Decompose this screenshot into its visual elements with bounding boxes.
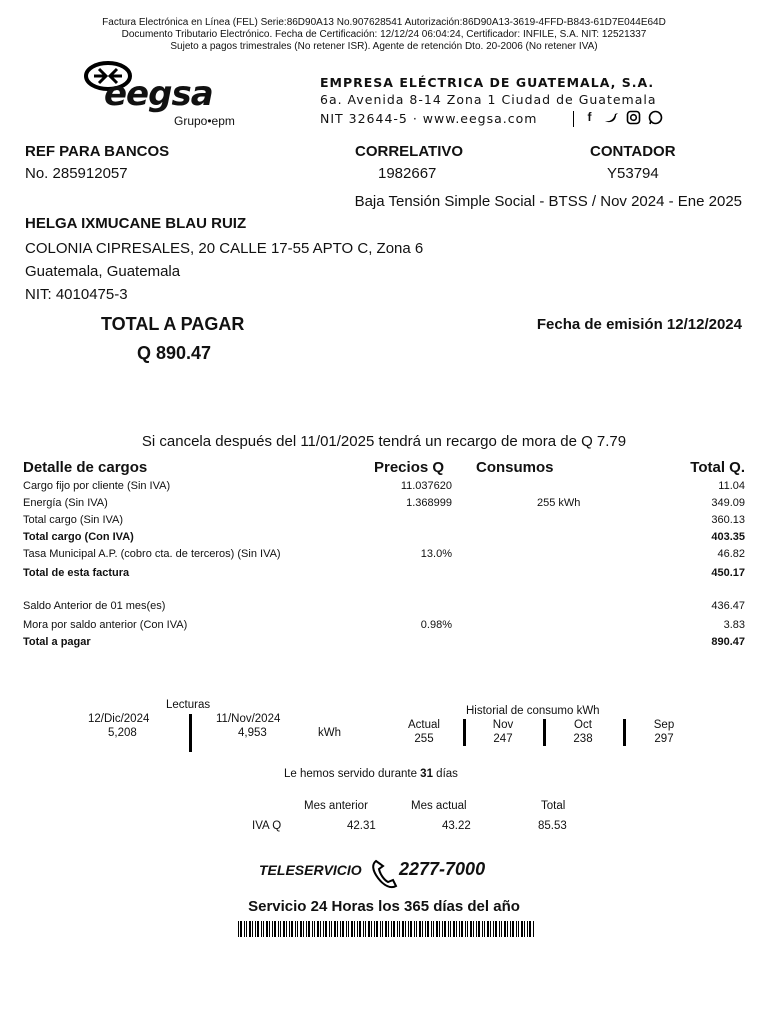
history-value: 247 — [493, 733, 513, 745]
charges-header-detail: Detalle de cargos — [23, 459, 148, 476]
phone-icon — [370, 858, 400, 890]
logo-wordmark: eegsa — [104, 74, 213, 114]
correlativo-label: CORRELATIVO — [355, 143, 464, 160]
late-notice: Si cancela después del 11/01/2025 tendrá un recargo de mora de Q 7.79 — [141, 433, 627, 450]
total-label: TOTAL A PAGAR — [101, 314, 245, 334]
iva-header-current: Mes actual — [411, 800, 467, 812]
iva-prev: 42.31 — [347, 820, 376, 832]
whatsapp-icon — [648, 110, 663, 125]
history-divider — [623, 719, 626, 746]
charge-total: 11.04 — [718, 480, 745, 492]
charge-total: 3.83 — [723, 619, 745, 631]
contador-label: CONTADOR — [590, 143, 676, 160]
history-divider — [543, 719, 546, 746]
reading-current-value: 5,208 — [108, 727, 137, 739]
charge-price: 11.037620 — [400, 480, 452, 492]
charge-label: Total cargo (Con IVA) — [23, 531, 134, 543]
reading-prev-value: 4,953 — [238, 727, 267, 739]
charge-label: Total de esta factura — [23, 567, 130, 579]
charge-total: 890.47 — [711, 636, 745, 648]
charge-price: 1.368999 — [406, 497, 452, 509]
tariff: Baja Tensión Simple Social - BTSS / Nov 2024 - Ene 2025 — [354, 193, 742, 210]
charge-total: 450.17 — [711, 567, 745, 579]
iva-current: 43.22 — [442, 820, 471, 832]
ref-bancos-value: No. 285912057 — [25, 165, 128, 182]
customer-name: HELGA IXMUCANE BLAU RUIZ — [25, 215, 247, 232]
company-name: EMPRESA ELÉCTRICA DE GUATEMALA, S.A. — [320, 75, 655, 90]
emission-date: Fecha de emisión 12/12/2024 — [536, 316, 742, 333]
charge-price: 13.0% — [420, 548, 452, 560]
logo-group: Grupo•epm — [174, 114, 235, 128]
history-label: Sep — [653, 719, 675, 731]
charge-total: 46.82 — [717, 548, 745, 560]
charge-label: Saldo Anterior de 01 mes(es) — [23, 600, 166, 612]
service-days-prefix: Le hemos servido durante — [284, 768, 417, 780]
teleservicio-label: TELESERVICIO — [259, 862, 362, 878]
iva-label: IVA Q — [252, 820, 282, 832]
facebook-icon: f — [587, 110, 592, 124]
iva-total: 85.53 — [538, 820, 567, 832]
service-days — [284, 768, 458, 780]
total-amount: Q 890.47 — [137, 343, 212, 363]
teleservicio-phone: 2277-7000 — [399, 859, 486, 879]
service-days-count: 31 — [420, 768, 433, 780]
history-label: Nov — [492, 719, 514, 731]
charge-price: 0.98% — [420, 619, 452, 631]
history-value: 297 — [654, 733, 674, 745]
correlativo-value: 1982667 — [378, 165, 437, 182]
charge-label: Energía (Sin IVA) — [23, 497, 108, 509]
charge-label: Total cargo (Sin IVA) — [23, 514, 124, 526]
charge-total: 403.35 — [711, 531, 745, 543]
social-icons — [582, 110, 663, 125]
iva-header-total: Total — [541, 800, 566, 812]
reading-current-date: 12/Dic/2024 — [88, 713, 150, 725]
charge-label: Mora por saldo anterior (Con IVA) — [23, 619, 188, 631]
service-days-suffix: días — [436, 768, 458, 780]
charges-header-price: Precios Q — [374, 459, 445, 476]
instagram-icon — [626, 110, 641, 125]
reading-prev-date: 11/Nov/2024 — [216, 713, 281, 725]
company-address: 6a. Avenida 8-14 Zona 1 Ciudad de Guatemala — [320, 92, 657, 107]
fel-line-2: Documento Tributario Electrónico. Fecha de Certificación: 12/12/24 06:04:24, Certificador: INFILE, S.A. NIT: 12521337 — [121, 29, 647, 40]
contador-value: Y53794 — [607, 165, 659, 182]
charge-consumption: 255 kWh — [537, 497, 581, 509]
charge-total: 436.47 — [711, 600, 745, 612]
history-value: 238 — [573, 733, 593, 745]
history-value: 255 — [414, 733, 434, 745]
fel-line-1: Factura Electrónica en Línea (FEL) Serie:86D90A13 No.907628541 Autorización:86D90A13-3619-4FFD-B843-61D7E044E64D — [102, 17, 666, 28]
charges-header-total: Total Q. — [690, 459, 745, 476]
customer-address-2: Guatemala, Guatemala — [25, 263, 181, 280]
charge-label: Total a pagar — [23, 636, 91, 648]
ref-bancos-label: REF PARA BANCOS — [25, 143, 170, 160]
iva-header-prev: Mes anterior — [304, 800, 368, 812]
charges-header-consumption: Consumos — [476, 459, 554, 476]
barcode — [238, 921, 536, 937]
eegsa-logo — [84, 60, 254, 132]
separator — [573, 111, 574, 127]
history-title: Historial de consumo kWh — [466, 705, 600, 717]
service-24: Servicio 24 Horas los 365 días del año — [248, 898, 520, 915]
customer-nit: NIT: 4010475-3 — [25, 286, 128, 303]
readings-title: Lecturas — [166, 699, 211, 711]
history-label: Actual — [408, 719, 440, 731]
company-nit-web: NIT 32644-5 · www.eegsa.com — [320, 111, 538, 126]
history-divider — [463, 719, 466, 746]
fel-line-3: Sujeto a pagos trimestrales (No retener ISR). Agente de retención Dto. 20-2006 (No retener IVA) — [170, 41, 598, 52]
charge-label: Cargo fijo por cliente (Sin IVA) — [23, 480, 171, 492]
history-label: Oct — [574, 719, 592, 731]
twitter-icon — [604, 110, 619, 125]
charge-total: 349.09 — [711, 497, 745, 509]
charge-total: 360.13 — [711, 514, 745, 526]
readings-divider — [189, 714, 192, 752]
reading-unit: kWh — [318, 727, 341, 739]
customer-address-1: COLONIA CIPRESALES, 20 CALLE 17-55 APTO C, Zona 6 — [25, 240, 424, 257]
charge-label: Tasa Municipal A.P. (cobro cta. de terceros) (Sin IVA) — [23, 548, 281, 560]
